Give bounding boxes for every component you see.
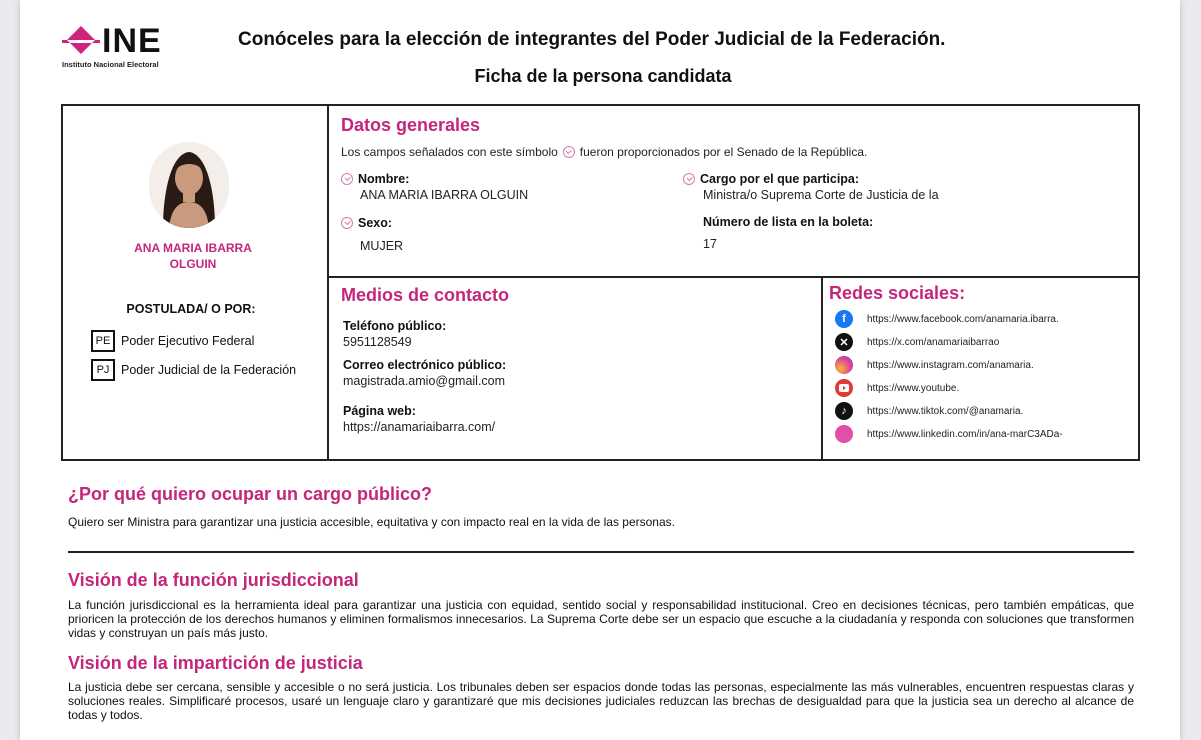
social-link-linkedin[interactable] [835, 425, 1063, 443]
section-divider [68, 551, 1134, 553]
postulation-badge-pj: PJ [91, 359, 115, 381]
postulation-item [91, 330, 254, 352]
instagram-icon [835, 356, 853, 374]
nombre-label [341, 172, 409, 186]
document-subtitle: Ficha de la persona candidata [474, 66, 732, 86]
cargo-label [683, 172, 859, 186]
postulation-badge-pe: PE [91, 330, 115, 352]
numero-lista-value: 17 [703, 237, 717, 251]
candidate-card [61, 104, 1140, 461]
vision-funcion-heading: Visión de la función jurisdiccional [68, 570, 359, 590]
cargo-label-text: Cargo por el que participa: [700, 172, 860, 186]
check-circle-icon [341, 217, 353, 229]
correo-value[interactable]: magistrada.amio@gmail.com [343, 374, 506, 388]
logo-subtitle: Instituto Nacional Electoral [62, 60, 159, 69]
telefono-label: Teléfono público: [343, 319, 447, 333]
linkedin-icon [835, 425, 853, 443]
telefono-value[interactable]: 5951128549 [343, 335, 412, 349]
check-circle-icon [563, 146, 575, 158]
social-link-youtube[interactable] [835, 379, 959, 397]
logo-wordmark: INE [102, 22, 162, 60]
social-url: https://www.youtube. [867, 382, 960, 394]
vision-imparticion-heading: Visión de la impartición de justicia [68, 653, 363, 673]
sexo-value: MUJER [360, 239, 404, 253]
tiktok-icon: ♪ [835, 402, 853, 420]
redes-sociales-heading: Redes sociales: [829, 283, 966, 303]
ine-logo [62, 24, 212, 69]
check-circle-icon [683, 173, 695, 185]
social-url: https://www.tiktok.com/@anamaria. [867, 405, 1024, 417]
candidate-photo [149, 142, 229, 228]
social-link-instagram[interactable] [835, 356, 1034, 374]
ine-diamond-icon [62, 24, 100, 58]
postulation-label: Poder Judicial de la Federación [121, 363, 297, 377]
vision-funcion-text: La función jurisdiccional es la herramienta ideal para garantizar una justicia con equidad, sentido social y responsabilidad institucional. Creo en decisiones técnicas, pero también empáticas, que prioricen la protección de los derechos humanos y eliminen formalismos innecesarios. La Suprema Corte debe ser un espacio que escuche a la ciudadanía y responda con soluciones que transformen vidas y construyan un país más justo. [68, 598, 1134, 640]
social-link-tiktok[interactable] [835, 402, 1023, 420]
check-circle-icon [341, 173, 353, 185]
cargo-value: Ministra/o Suprema Corte de Justicia de la [703, 188, 939, 202]
correo-label: Correo electrónico público: [343, 358, 507, 372]
postulation-item [91, 359, 296, 381]
why-heading: ¿Por qué quiero ocupar un cargo público? [68, 484, 433, 504]
social-link-x[interactable] [835, 333, 999, 351]
candidate-name-line2: OLGUIN [169, 257, 217, 271]
sexo-label-text: Sexo: [358, 216, 393, 230]
redes-sociales-section [823, 278, 1140, 459]
candidate-name-line1: ANA MARIA IBARRA [134, 241, 252, 255]
medios-contacto-section [329, 278, 823, 459]
document-sheet [20, 0, 1180, 740]
datos-generales-section [329, 106, 1140, 278]
social-url: https://www.linkedin.com/in/ana-marC3ADa- [867, 428, 1063, 440]
note-text-before: Los campos señalados con este símbolo [341, 145, 558, 159]
why-text: Quiero ser Ministra para garantizar una justicia accesible, equitativa y con impacto real en la vida de las personas. [68, 515, 675, 529]
web-label: Página web: [343, 404, 416, 418]
web-link[interactable]: https://anamariaibarra.com/ [343, 420, 496, 434]
numero-lista-label: Número de lista en la boleta: [703, 215, 874, 229]
sexo-label [341, 216, 392, 230]
social-url: https://x.com/anamariaibarrao [867, 336, 1000, 348]
social-link-facebook[interactable] [835, 310, 1059, 328]
candidate-name [83, 240, 303, 272]
candidate-profile [63, 106, 329, 459]
nombre-value: ANA MARIA IBARRA OLGUIN [360, 188, 529, 202]
note-text-after: fueron proporcionados por el Senado de la República. [579, 145, 868, 159]
social-url: https://www.facebook.com/anamaria.ibarra. [867, 313, 1059, 325]
medios-contacto-heading: Medios de contacto [341, 285, 510, 305]
facebook-icon: f [835, 310, 853, 328]
postulation-label: Poder Ejecutivo Federal [121, 334, 255, 348]
senado-note [341, 145, 867, 159]
social-url: https://www.instagram.com/anamaria. [867, 359, 1034, 371]
nombre-label-text: Nombre: [358, 172, 410, 186]
document-title: Conóceles para la elección de integrantes del Poder Judicial de la Federación. [238, 29, 946, 50]
youtube-icon [835, 379, 853, 397]
vision-imparticion-text: La justicia debe ser cercana, sensible y accesible o no será justicia. Los tribunales deben ser espacios donde todas las personas, especialmente las más vulnerables, encuentren respuestas claras y soluciones reales. Simplificaré procesos, usaré un lenguaje claro y garantizaré que mis decisiones judiciales reduzcan las brechas de desigualdad para que la justicia sea un derecho al alcance de todas y todos. [68, 680, 1134, 722]
datos-generales-heading: Datos generales [341, 115, 481, 135]
x-icon: ✕ [835, 333, 853, 351]
postulada-title: POSTULADA/ O POR: [126, 302, 256, 316]
